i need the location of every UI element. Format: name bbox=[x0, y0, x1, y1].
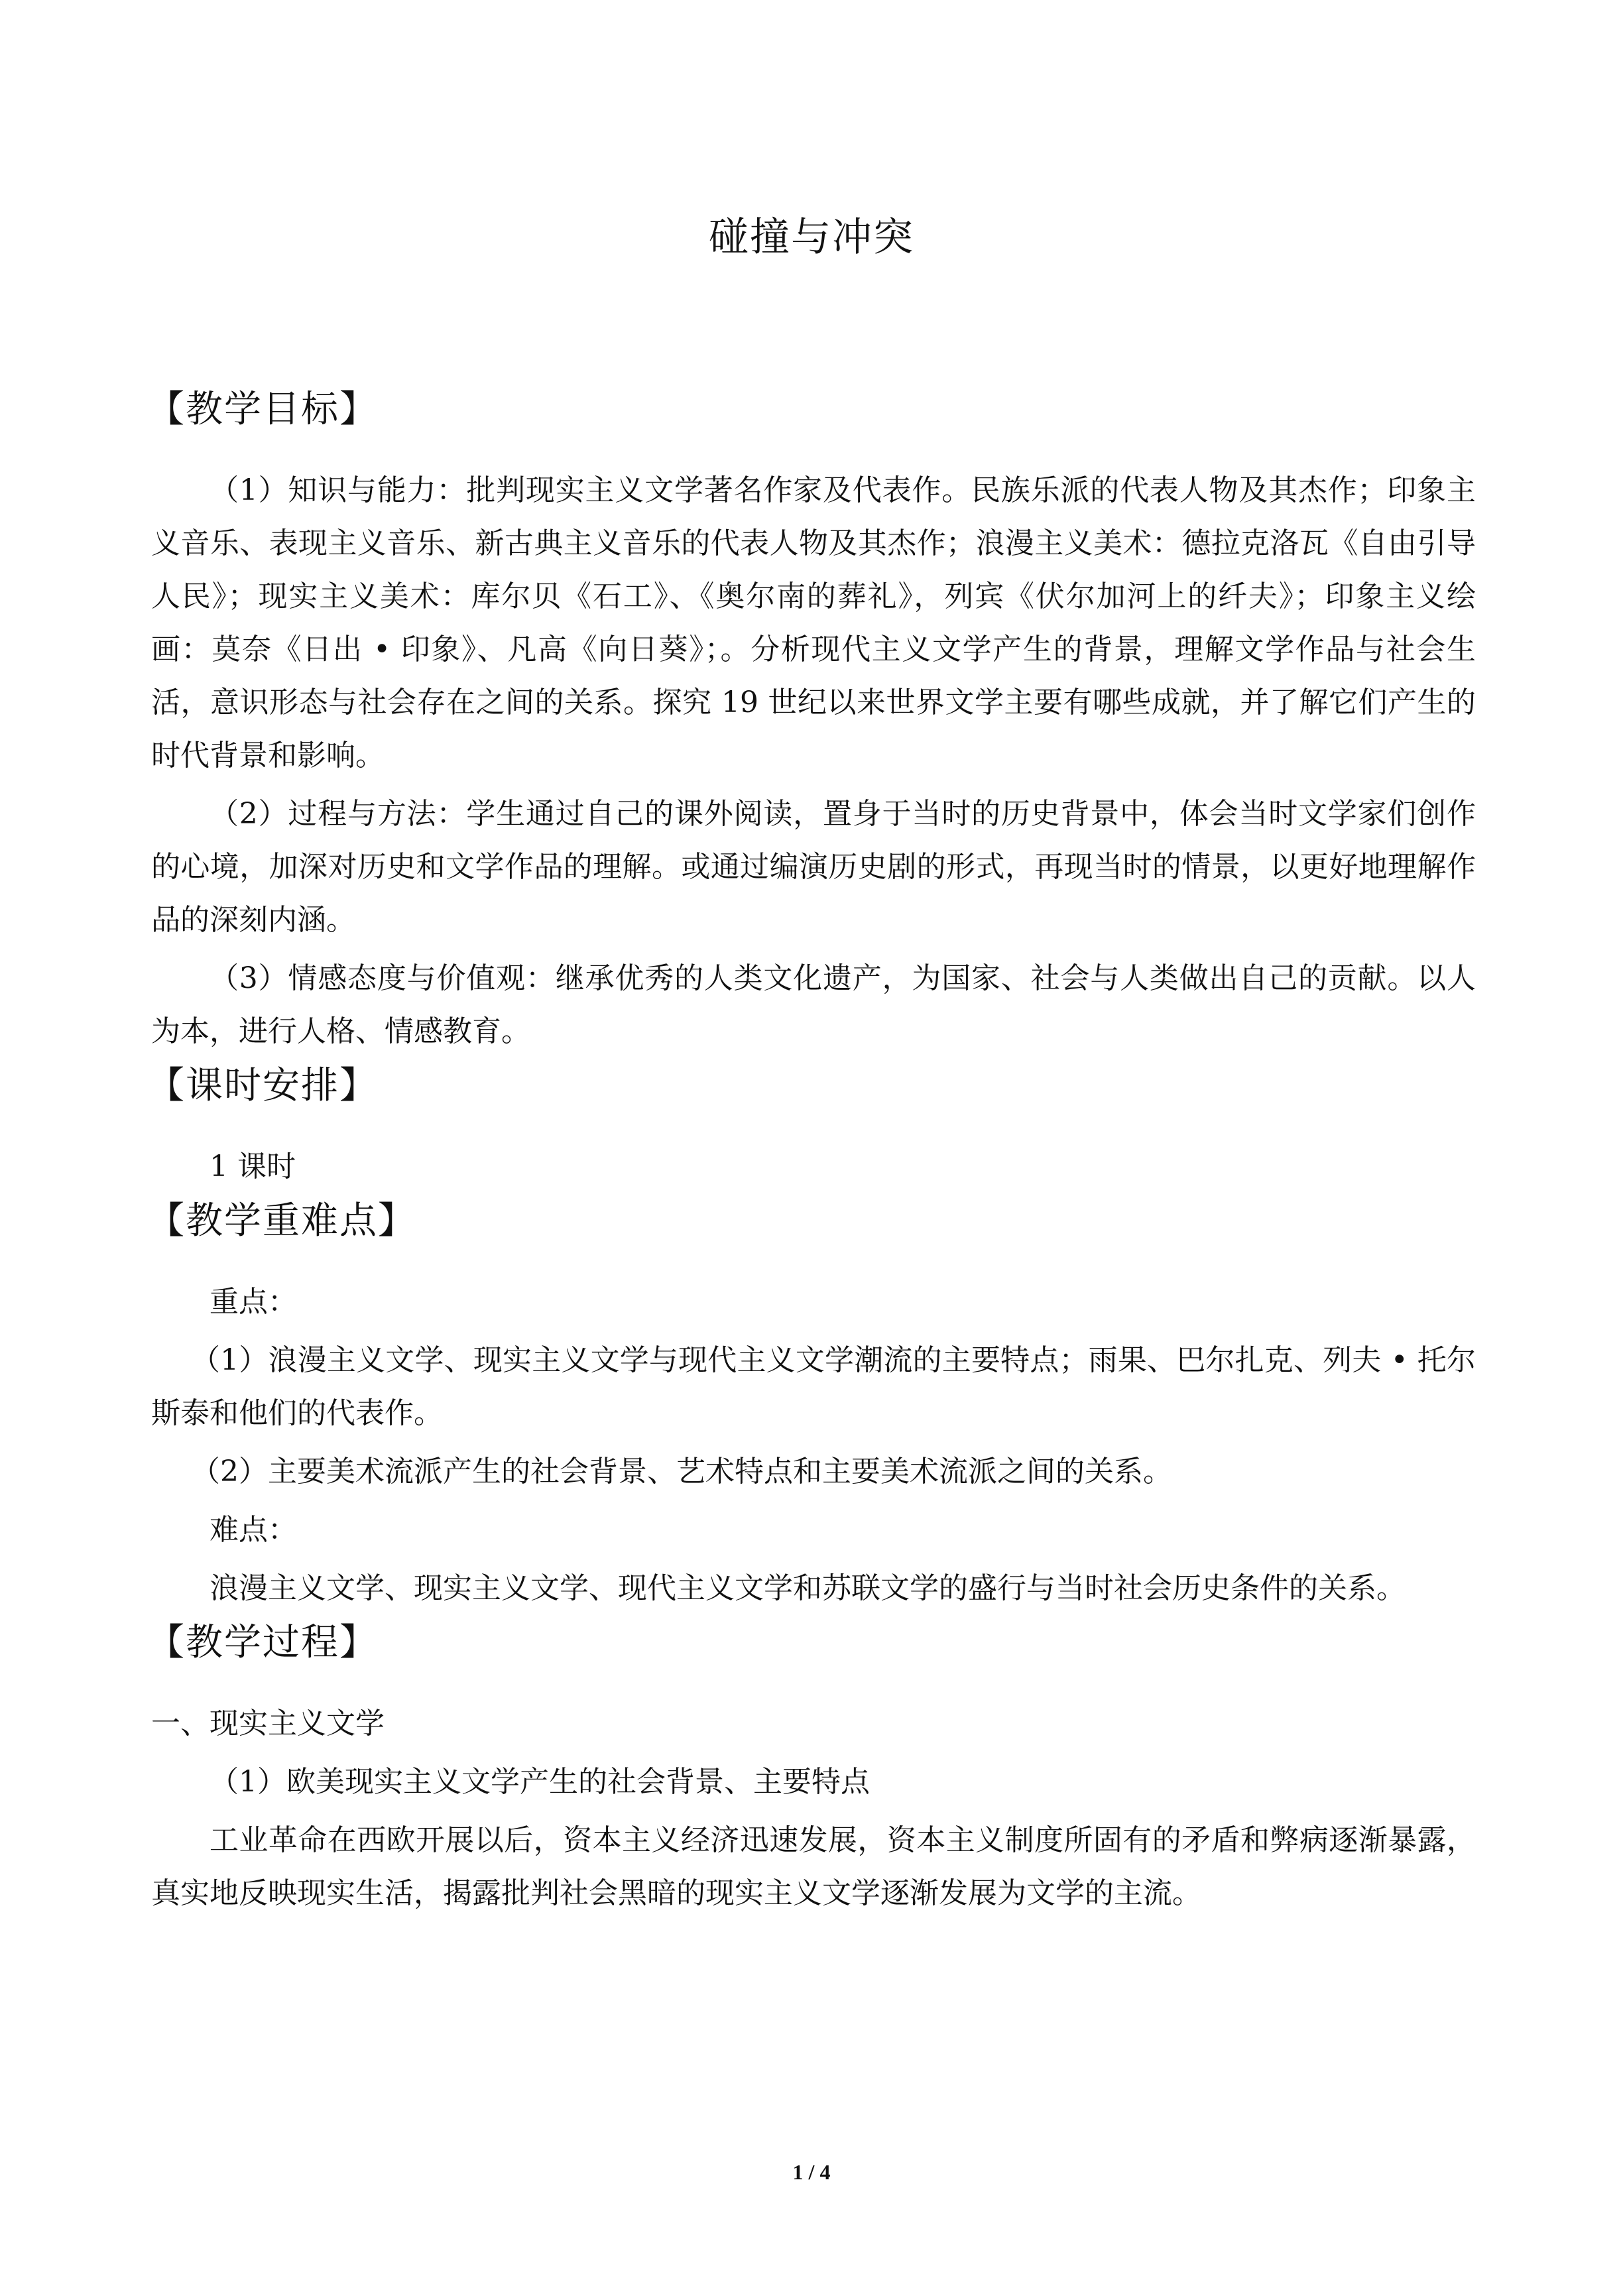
schedule-text: 1 课时 bbox=[210, 1150, 296, 1183]
difficult-points-text: 浪漫主义文学、现实主义文学、现代主义文学和苏联文学的盛行与当时社会历史条件的关系。 bbox=[210, 1571, 1406, 1605]
difficult-points-label: 难点： bbox=[210, 1513, 297, 1547]
key-point-item-2: （2）主要美术流派产生的社会背景、艺术特点和主要美术流派之间的关系。 bbox=[191, 1455, 1172, 1488]
process-item-text: 工业革命在西欧开展以后，资本主义经济迅速发展，资本主义制度所固有的矛盾和弊病逐渐暴露，真实地反映现实生活，揭露批判社会黑暗的现实主义文学逐渐发展为文学的主流。 bbox=[151, 1823, 1476, 1910]
document-title: 碰撞与冲突 bbox=[709, 214, 914, 261]
section-heading-objectives: 【教学目标】 bbox=[147, 388, 378, 431]
document-body bbox=[147, 383, 1476, 1925]
objective-paragraph-2: （2）过程与方法：学生通过自己的课外阅读，置身于当时的历史背景中，体会当时文学家们创作的心境，加深对历史和文学作品的理解。或通过编演历史剧的形式，再现当时的情景，以更好地理解作品的深刻内涵。 bbox=[151, 797, 1476, 937]
key-points-label: 重点： bbox=[210, 1285, 297, 1319]
process-sub-heading: 一、现实主义文学 bbox=[151, 1707, 385, 1740]
page-number: 1 / 4 bbox=[792, 2160, 831, 2184]
objective-paragraph-3: （3）情感态度与价值观：继承优秀的人类文化遗产，为国家、社会与人类做出自己的贡献。以人为本，进行人格、情感教育。 bbox=[151, 961, 1476, 1048]
key-point-item-1: （1）浪漫主义文学、现实主义文学与现代主义文学潮流的主要特点；雨果、巴尔扎克、列夫 • 托尔斯泰和他们的代表作。 bbox=[151, 1343, 1476, 1430]
objective-paragraph-1: （1）知识与能力：批判现实主义文学著名作家及代表作。民族乐派的代表人物及其杰作；印象主义音乐、表现主义音乐、新古典主义音乐的代表人物及其杰作；浪漫主义美术：德拉克洛瓦《自由引导人民》；现实主义美术：库尔贝《石工》、《奥尔南的葬礼》，列宾《伏尔加河上的纤夫》；印象主义绘画：莫奈《日出 • 印象》、凡高《向日葵》；。分析现代主义文学产生的背景，理解文学作品与社会生活，意识形态与社会存在之间的关系。探究 19 世纪以来世界文学主要有哪些成就，并了解它们产生的时代背景和影响。 bbox=[151, 473, 1476, 772]
section-heading-key-points: 【教学重难点】 bbox=[147, 1199, 416, 1242]
process-item-title: （1）欧美现实主义文学产生的社会背景、主要特点 bbox=[210, 1765, 870, 1799]
section-heading-schedule: 【课时安排】 bbox=[147, 1064, 378, 1107]
section-heading-process: 【教学过程】 bbox=[147, 1621, 378, 1664]
